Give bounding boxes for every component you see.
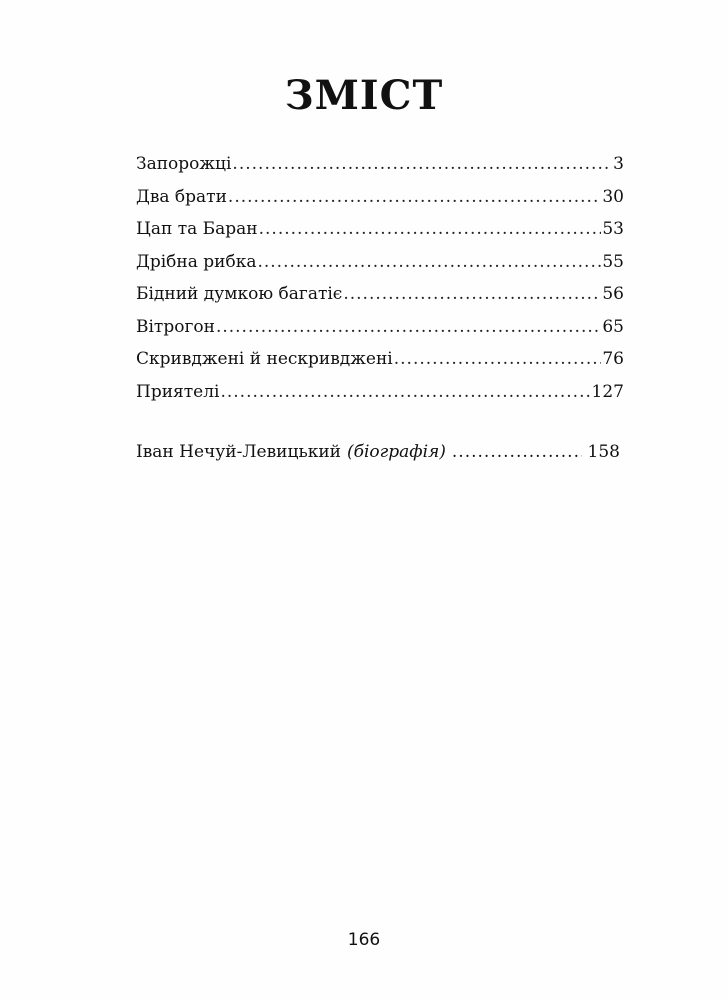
toc-entry-page: 30	[602, 186, 624, 207]
toc-entry-page: 3	[613, 154, 624, 174]
toc-entry	[136, 378, 624, 411]
toc-entry-title: Цап та Баран	[136, 219, 258, 239]
dot-leader	[257, 248, 601, 276]
toc-entry	[136, 313, 624, 346]
toc-entry	[136, 183, 624, 216]
toc-entry-page: 53	[602, 219, 624, 239]
dot-leader	[343, 280, 601, 308]
dot-leader	[259, 215, 602, 243]
toc-entry-page: 127	[591, 381, 624, 402]
page-title: ЗМІСТ	[284, 72, 444, 119]
biography-entry	[136, 438, 620, 466]
toc-entry-page: 65	[602, 316, 624, 337]
toc-entry-title: Вітрогон	[136, 316, 215, 337]
dot-leader	[216, 313, 601, 341]
toc-entry	[136, 248, 624, 281]
toc-entry-title: Дрібна рибка	[136, 251, 257, 272]
toc-entry	[136, 280, 624, 313]
dot-leader	[232, 150, 612, 178]
toc-entry-title: Два брати	[136, 186, 227, 207]
table-of-contents	[136, 150, 624, 410]
toc-entry	[136, 215, 624, 248]
toc-entry-page: 76	[602, 349, 624, 369]
toc-entry-title: Приятелі	[136, 381, 220, 402]
biography-author-name: Іван Нечуй-Левицький	[136, 442, 341, 462]
toc-entry-page: 55	[602, 251, 624, 272]
toc-entry-title: Запорожці	[136, 154, 232, 174]
toc-entry-title: Скривджені й нескривджені	[136, 349, 393, 369]
dot-leader	[220, 378, 590, 406]
biography-note: (біографія)	[346, 442, 446, 462]
dot-leader	[452, 438, 582, 466]
toc-entry-page: 56	[602, 284, 624, 304]
dot-leader	[394, 345, 602, 373]
toc-entry-title: Бідний думкою багатіє	[136, 284, 343, 304]
page-number: 166	[347, 930, 381, 950]
dot-leader	[228, 183, 601, 211]
toc-entry	[136, 345, 624, 378]
toc-entry	[136, 150, 624, 183]
biography-page: 158	[587, 442, 620, 462]
